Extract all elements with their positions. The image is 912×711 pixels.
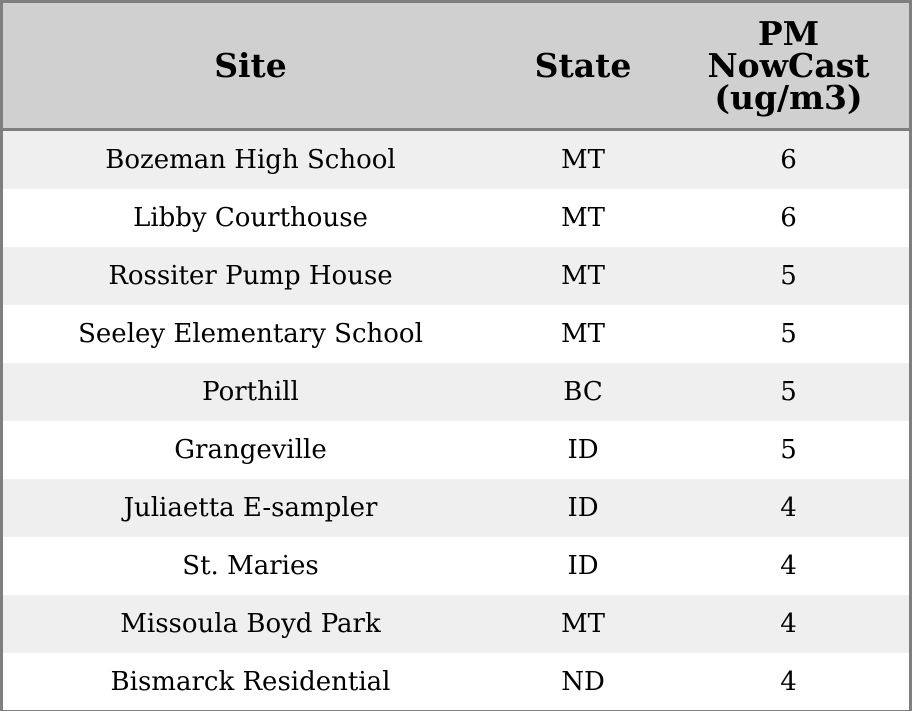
- site-cell: Rossiter Pump House: [3, 247, 498, 305]
- site-cell: Missoula Boyd Park: [3, 595, 498, 653]
- state-cell: ID: [498, 421, 668, 479]
- state-cell: BC: [498, 363, 668, 421]
- state-cell: MT: [498, 247, 668, 305]
- header-row: [3, 3, 909, 130]
- site-cell: Porthill: [3, 363, 498, 421]
- column-header-state: State: [498, 3, 668, 130]
- table-header: [3, 3, 909, 130]
- pm-nowcast-cell: 4: [668, 479, 909, 537]
- state-cell: MT: [498, 595, 668, 653]
- table-row: [3, 537, 909, 595]
- pm-nowcast-cell: 5: [668, 247, 909, 305]
- table-row: [3, 595, 909, 653]
- state-cell: ND: [498, 653, 668, 710]
- table-row: [3, 421, 909, 479]
- state-cell: MT: [498, 130, 668, 190]
- pm-nowcast-cell: 4: [668, 653, 909, 710]
- table-row: [3, 247, 909, 305]
- pm-nowcast-cell: 6: [668, 189, 909, 247]
- state-cell: ID: [498, 537, 668, 595]
- site-cell: Bozeman High School: [3, 130, 498, 190]
- table-row: [3, 363, 909, 421]
- table-row: [3, 305, 909, 363]
- state-cell: MT: [498, 305, 668, 363]
- table-row: [3, 479, 909, 537]
- pm-nowcast-cell: 4: [668, 537, 909, 595]
- site-cell: Bismarck Residential: [3, 653, 498, 710]
- site-cell: St. Maries: [3, 537, 498, 595]
- pm-nowcast-cell: 4: [668, 595, 909, 653]
- site-cell: Juliaetta E-sampler: [3, 479, 498, 537]
- state-cell: ID: [498, 479, 668, 537]
- pm-nowcast-cell: 5: [668, 421, 909, 479]
- site-cell: Libby Courthouse: [3, 189, 498, 247]
- column-header-site: Site: [3, 3, 498, 130]
- column-header-pm-nowcast: PM NowCast (ug/m3): [668, 3, 909, 130]
- table-row: [3, 130, 909, 190]
- pm-nowcast-cell: 6: [668, 130, 909, 190]
- pm-nowcast-cell: 5: [668, 363, 909, 421]
- pm-nowcast-table: [3, 3, 909, 710]
- table-row: [3, 653, 909, 710]
- pm-nowcast-cell: 5: [668, 305, 909, 363]
- site-cell: Grangeville: [3, 421, 498, 479]
- table-body: [3, 130, 909, 711]
- site-cell: Seeley Elementary School: [3, 305, 498, 363]
- table-row: [3, 189, 909, 247]
- state-cell: MT: [498, 189, 668, 247]
